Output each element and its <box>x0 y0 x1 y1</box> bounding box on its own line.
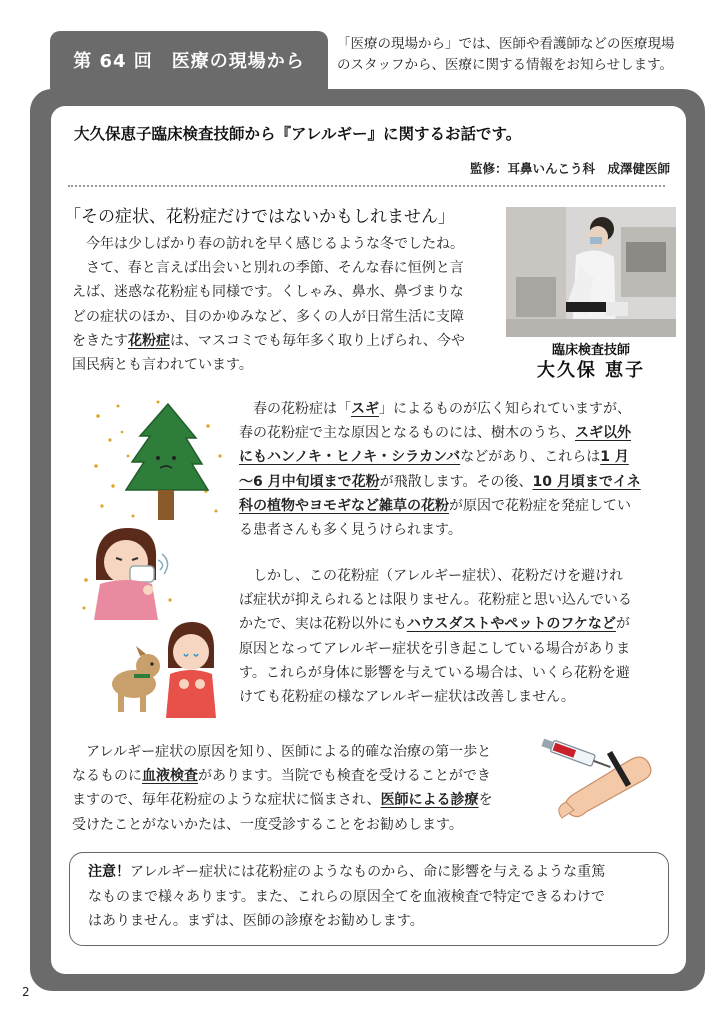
sneezing-woman-illustration <box>78 520 178 624</box>
text-line <box>239 397 669 421</box>
highlight-grass: 科の植物やヨモギなど雑草の花粉 <box>239 497 449 514</box>
text-line <box>72 329 500 353</box>
text-span: なるものに <box>72 768 142 785</box>
highlight-hay-fever: 花粉症 <box>128 332 170 349</box>
text-span: 春の花粉症は「 <box>253 401 351 417</box>
series-intro-line: 「医療の現場から」では、医師や看護師などの医療現場 <box>337 36 675 52</box>
highlight-cedar: スギ <box>351 401 379 417</box>
text-line: さて、春と言えば出会いと別れの季節、そんな春に恒例と言 <box>86 260 464 277</box>
text-line <box>72 788 532 812</box>
text-span: が飛散します。その後、 <box>379 473 533 490</box>
highlight-trees: スギ以外 <box>575 425 631 442</box>
highlight-blood-test: 血液検査 <box>142 768 198 785</box>
text-line: しかし、この花粉症（アレルギー症状）、花粉だけを避けれ <box>253 568 624 584</box>
caution-label: 注意！ <box>88 864 130 880</box>
staff-name: 大久保 恵子 <box>536 360 646 381</box>
text-line: はありません。まずは、医師の診療をお勧めします。 <box>88 913 424 929</box>
text-line <box>72 764 532 788</box>
dotted-divider <box>68 185 665 187</box>
staff-role: 臨床検査技師 <box>551 343 630 358</box>
highlight-season: 1 月 <box>600 449 629 466</box>
text-line: 国民病とも言われています。 <box>72 357 253 374</box>
cedar-tree-illustration <box>88 396 228 535</box>
text-line <box>239 445 669 469</box>
text-span: 春の花粉症で主な原因となるものには、樹木のうち、 <box>239 425 575 442</box>
text-span: かたで、実は花粉以外にも <box>239 616 407 633</box>
text-line: なものまで様々あります。また、これらの原因全てを血液検査で特定できるわけで <box>88 888 605 905</box>
highlight-doctor-exam: 医師による診療 <box>380 792 479 809</box>
text-span: などがあり、これらは <box>460 449 601 466</box>
page-number: 2 <box>22 985 30 999</box>
paragraph-blood-test <box>72 740 532 837</box>
highlight-season: 〜6 月中旬頃まで花粉 <box>239 473 380 490</box>
dog-and-girl-illustration <box>104 612 224 726</box>
text-line: 受けたことがないかたは、一度受診することをお勧めします。 <box>72 816 463 833</box>
text-span: 」によるものが広く知られていますが、 <box>379 401 631 417</box>
caution-text <box>88 860 658 934</box>
text-line <box>239 470 669 494</box>
text-span: が <box>615 616 630 633</box>
text-line <box>239 612 669 636</box>
series-intro-line: のスタッフから、医療に関する情報をお知らせします。 <box>337 57 674 73</box>
series-tab <box>50 31 328 89</box>
paragraph-pollen-types <box>239 397 669 542</box>
text-line <box>88 860 658 885</box>
text-span: は、マスコミでも毎年多く取り上げられ、今や <box>170 332 465 349</box>
text-span: が原因で花粉症を発症してい <box>449 497 631 514</box>
text-line: ば症状が抑えられるとは限りません。花粉症と思い込んでいる <box>239 592 632 609</box>
text-span: アレルギー症状には花粉症のようなものから、命に影響を与えるような重篤 <box>130 864 606 880</box>
highlight-grass: 10 月頃までイネ <box>532 473 641 490</box>
article-subtitle: 「その症状、花粉症だけではないかもしれません」 <box>64 207 455 227</box>
text-line: る患者さんも多く見うけられます。 <box>239 522 462 539</box>
supervisor-credit: 監修：耳鼻いんこう科 成澤健医師 <box>469 161 670 176</box>
text-span: を <box>478 792 493 809</box>
text-span: があります。当院でも検査を受けることができ <box>198 768 491 785</box>
paragraph-other-causes <box>239 564 669 709</box>
paragraph-intro <box>72 232 500 377</box>
text-line: 原因となってアレルギー症状を引き起こしている場合がありま <box>239 640 631 657</box>
highlight-trees: にもハンノキ・ヒノキ・シラカンバ <box>239 449 461 466</box>
blood-draw-illustration <box>540 732 660 826</box>
text-line: アレルギー症状の原因を知り、医師による的確な治療の第一歩と <box>86 744 492 760</box>
text-line <box>239 421 669 445</box>
text-span: をきたす <box>72 332 128 349</box>
staff-photo <box>506 207 676 337</box>
text-line: けても花粉症の様なアレルギー症状は改善しません。 <box>239 689 575 706</box>
text-line <box>239 494 669 518</box>
series-tab-label: 第 64 回 医療の現場から <box>73 51 305 72</box>
article-headline: 大久保恵子臨床検査技師から『アレルギー』に関するお話です。 <box>74 125 522 143</box>
text-line: す。これらが身体に影響を与えている場合は、いくら花粉を避 <box>239 664 630 681</box>
text-line: えば、迷惑な花粉症も同様です。くしゃみ、鼻水、鼻づまりな <box>72 284 464 301</box>
text-line: どの症状のほか、目のかゆみなど、多くの人が日常生活に支障 <box>72 308 464 325</box>
text-line: 今年は少しばかり春の訪れを早く感じるような冬でしたね。 <box>86 236 464 252</box>
series-intro <box>337 34 717 76</box>
highlight-house-dust: ハウスダストやペットのフケなど <box>406 616 616 633</box>
text-span: ますので、毎年花粉症のような症状に悩まされ、 <box>72 792 381 809</box>
